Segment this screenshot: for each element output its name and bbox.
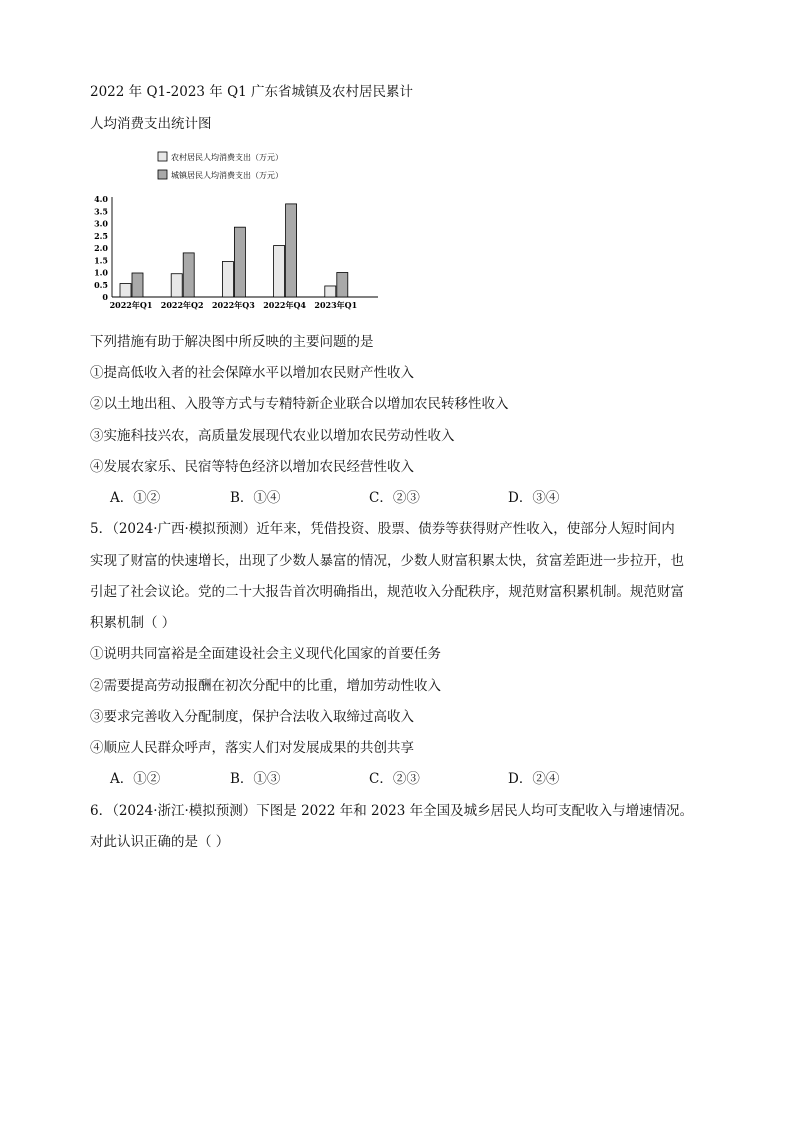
question-5-item-1: ①说明共同富裕是全面建设社会主义现代化国家的首要任务	[90, 646, 441, 662]
y-tick-label: 2.5	[94, 230, 108, 241]
x-tick-label: 2022年Q1	[109, 300, 153, 310]
question-4-item-3: ③实施科技兴农，高质量发展现代农业以增加农民劳动性收入	[90, 428, 455, 444]
bar-rural	[222, 261, 233, 297]
question-5-line-2: 实现了财富的快速增长，出现了少数人暴富的情况，少数人财富积累太快，贫富差距进一步拉开，也	[90, 553, 684, 569]
bar-rural	[274, 246, 285, 297]
consumption-bar-chart	[88, 142, 388, 314]
x-tick-label: 2023年Q1	[314, 300, 358, 310]
question-5-item-3: ③要求完善收入分配制度，保护合法收入取缔过高收入	[90, 709, 414, 725]
question-5-option-b[interactable]: B．①③	[230, 771, 281, 787]
y-tick-label: 1.0	[94, 267, 108, 278]
question-5-option-c[interactable]: C．②③	[369, 771, 420, 787]
question-5-item-2: ②需要提高劳动报酬在初次分配中的比重，增加劳动性收入	[90, 678, 441, 694]
plot-area	[94, 194, 378, 310]
bar-urban	[183, 253, 194, 297]
y-tick-label: 3.0	[94, 218, 108, 229]
question-6-line-2: 对此认识正确的是（ ）	[90, 834, 230, 850]
bar-rural	[171, 274, 182, 297]
legend-label-urban: 城镇居民人均消费支出（万元）	[171, 171, 283, 180]
x-tick-label: 2022年Q2	[160, 300, 204, 310]
question-4-option-a[interactable]: A．①②	[110, 490, 161, 506]
question-4-item-1: ①提高低收入者的社会保障水平以增加农民财产性收入	[90, 365, 414, 381]
y-tick-label: 2.0	[94, 243, 108, 253]
bar-urban	[234, 227, 245, 297]
legend-swatch-urban	[158, 170, 167, 179]
bar-rural	[120, 284, 131, 297]
question-5-item-4: ④顺应人民群众呼声，落实人们对发展成果的共创共享	[90, 740, 414, 756]
bar-urban	[132, 273, 143, 297]
chart-title-line-2: 人均消费支出统计图	[90, 116, 212, 132]
x-tick-label: 2022年Q4	[263, 300, 307, 310]
question-4-stem: 下列措施有助于解决图中所反映的主要问题的是	[90, 334, 374, 350]
question-6-line-1: 6．（2024·浙江·模拟预测）下图是 2022 年和 2023 年全国及城乡居民人均可支配收入与增速情况。	[90, 803, 694, 819]
legend-swatch-rural	[158, 152, 167, 161]
chart-title-line-1: 2022 年 Q1-2023 年 Q1 广东省城镇及农村居民累计	[90, 84, 414, 100]
legend-label-rural: 农村居民人均消费支出（万元）	[171, 153, 283, 162]
bar-rural	[325, 286, 336, 297]
chart-legend	[158, 152, 283, 180]
bar-urban	[337, 273, 348, 298]
question-4-option-c[interactable]: C．②③	[369, 490, 420, 506]
question-4-item-2: ②以土地出租、入股等方式与专精特新企业联合以增加农民转移性收入	[90, 396, 509, 412]
question-4-option-b[interactable]: B．①④	[230, 490, 281, 506]
question-5-line-4: 积累机制（ ）	[90, 615, 176, 631]
question-5-option-a[interactable]: A．①②	[110, 771, 161, 787]
bar-urban	[286, 204, 297, 297]
question-4-item-4: ④发展农家乐、民宿等特色经济以增加农民经营性收入	[90, 459, 414, 475]
question-5-line-1: 5．（2024·广西·模拟预测）近年来，凭借投资、股票、债券等获得财产性收入，使部分人短时间内	[90, 521, 675, 537]
y-tick-label: 3.5	[94, 206, 108, 217]
question-5-option-d[interactable]: D．②④	[508, 771, 560, 787]
x-tick-label: 2022年Q3	[211, 300, 255, 310]
y-tick-label: 1.5	[94, 255, 108, 266]
y-tick-label: 0.5	[94, 279, 108, 290]
question-4-option-d[interactable]: D．③④	[508, 490, 560, 506]
y-tick-label: 0	[102, 292, 108, 302]
question-5-line-3: 引起了社会议论。党的二十大报告首次明确指出，规范收入分配秩序，规范财富积累机制。规范财富	[90, 584, 684, 600]
y-tick-label: 4.0	[94, 194, 108, 204]
